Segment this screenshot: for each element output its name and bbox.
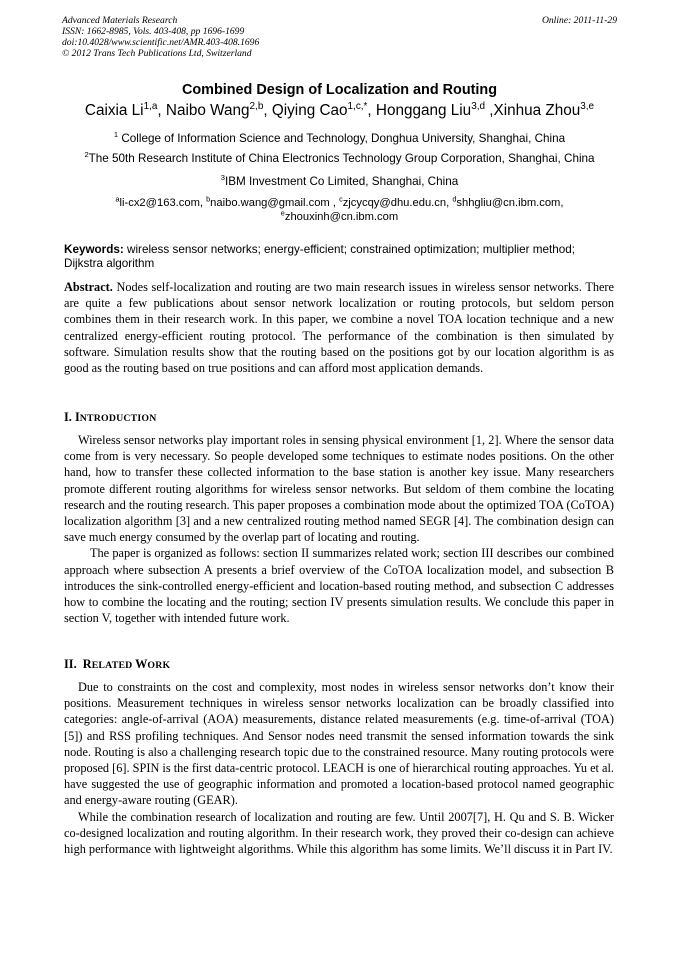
email-list: [62, 196, 617, 224]
online-date: Online: 2011-11-29: [541, 15, 617, 26]
section-introduction: [64, 432, 614, 626]
author: Qiying Cao$^{1,c,*}$,: [271, 100, 376, 119]
author-list: [62, 102, 617, 120]
keywords-label: Keywords:: [64, 243, 124, 256]
paragraph: Wireless sensor networks play important roles in sensing physical environment [1, 2]. Where the sensor data come from is very necessary. So people developed some techniques to estimate nodes positions. On the other hand, how to transfer these collected information to the base station is another key issue. Many researchers promote different routing algorithms for wireless sensor networks. But seldom of them combine the locating research and the routing research. This paper proposes a combination mode about the optimized TOA (CoTOA) localization algorithm [3] and a new centralized routing method named SEGR [4]. The combination design can save much energy consumed by the overlap part of locating and routing.: [64, 433, 614, 545]
paper-title: Combined Design of Localization and Routing: [182, 82, 497, 98]
issn-line: ISSN: 1662-8985, Vols. 403-408, pp 1696-1699: [62, 26, 245, 37]
author: Caixia Li$^{1,a}$,: [84, 100, 166, 119]
author: Xinhua Zhou$^{3,e}$: [493, 100, 595, 119]
email: $^d$shhgliu@cn.ibm.com,: [452, 194, 564, 209]
paragraph: While the combination research of localization and routing are few. Until 2007[7], H. Qu and S. B. Wicker co-designed localization and routing algorithm. In their research work, they proved their co-design can achieve high performance with lightweight algorithms. While this algorithm has some limits. We’ll discuss it in Part IV.: [64, 809, 614, 857]
section-heading-related-work: II. RELATED WORK: [64, 657, 171, 671]
affiliation-3: $^3$IBM Investment Co Limited, Shanghai, China: [220, 173, 459, 188]
keywords-text: wireless sensor networks; energy-efficient; constrained optimization; multiplier method; Dijkstra algorithm: [64, 243, 576, 271]
email: $^e$zhouxinh@cn.ibm.com: [280, 208, 399, 223]
email: $^b$naibo.wang@gmail.com ,: [206, 194, 340, 209]
section-heading-introduction: I. INTRODUCTION: [64, 410, 157, 424]
paragraph: Due to constraints on the cost and complexity, most nodes in wireless sensor networks don’t know their positions. Measurement techniques in wireless sensor networks localization can be broadly classified into categories: angle-of-arrival (AOA) measurements, distance related measurements (e.g. time-of-arrival (TOA) [5]) and RSS profiling techniques. And Sensor nodes need transmit the sensed information towards the sink node. Routing is also a challenging research topic due to the constrained resource. Many routing protocols were proposed [6]. SPIN is the first data-centric protocol. LEACH is one of hierarchical routing approaches. Yu et al. have suggested the use of geographic information and promoted a location-based protocol named geographic and energy-aware routing (GEAR).: [64, 680, 614, 808]
abstract-label: Abstract.: [64, 280, 113, 294]
copyright-line: © 2012 Trans Tech Publications Ltd, Switzerland: [62, 48, 252, 59]
author: Naibo Wang$^{2,b}$,: [165, 100, 272, 119]
journal-name: Advanced Materials Research: [62, 15, 178, 26]
keywords: [64, 243, 616, 271]
author: Honggang Liu$^{3,d}$ ,: [375, 100, 494, 119]
abstract-text: Nodes self-localization and routing are two main research issues in wireless sensor networks. There are quite a few publications about sensor network localization or routing protocols, but seldom person combines them in their research work. In this paper, we combine a novel TOA location technique and a new centralized energy-efficient routing protocol. The performance of the combination is then simulated by software. Simulation results show that the routing based on the positions got by our location algorithm is as good as the routing based on true positions and can afford most application demands.: [64, 280, 614, 376]
abstract: [64, 279, 614, 376]
section-related-work: [64, 679, 614, 857]
paragraph: The paper is organized as follows: section II summarizes related work; section III describes our combined approach where subsection A presents a brief overview of the CoTOA localization model, and subsection B introduces the sink-controlled energy-efficient and location-based routing method, and subsection C addresses how to combine the locating and the routing; section IV presents simulation results. We conclude this paper in section V, together with intended future work.: [64, 546, 614, 626]
affiliation-1: $^1$ College of Information Science and Technology, Donghua University, Shanghai, China: [113, 130, 566, 145]
email: $^a$li-cx2@163.com,: [115, 194, 207, 209]
doi-line: doi:10.4028/www.scientific.net/AMR.403-408.1696: [62, 37, 260, 48]
email: $^c$zjcycqy@dhu.edu.cn,: [339, 194, 453, 209]
affiliation-2: $^2$The 50th Research Institute of China Electronics Technology Group Corporation, Shanghai, China: [84, 150, 595, 165]
